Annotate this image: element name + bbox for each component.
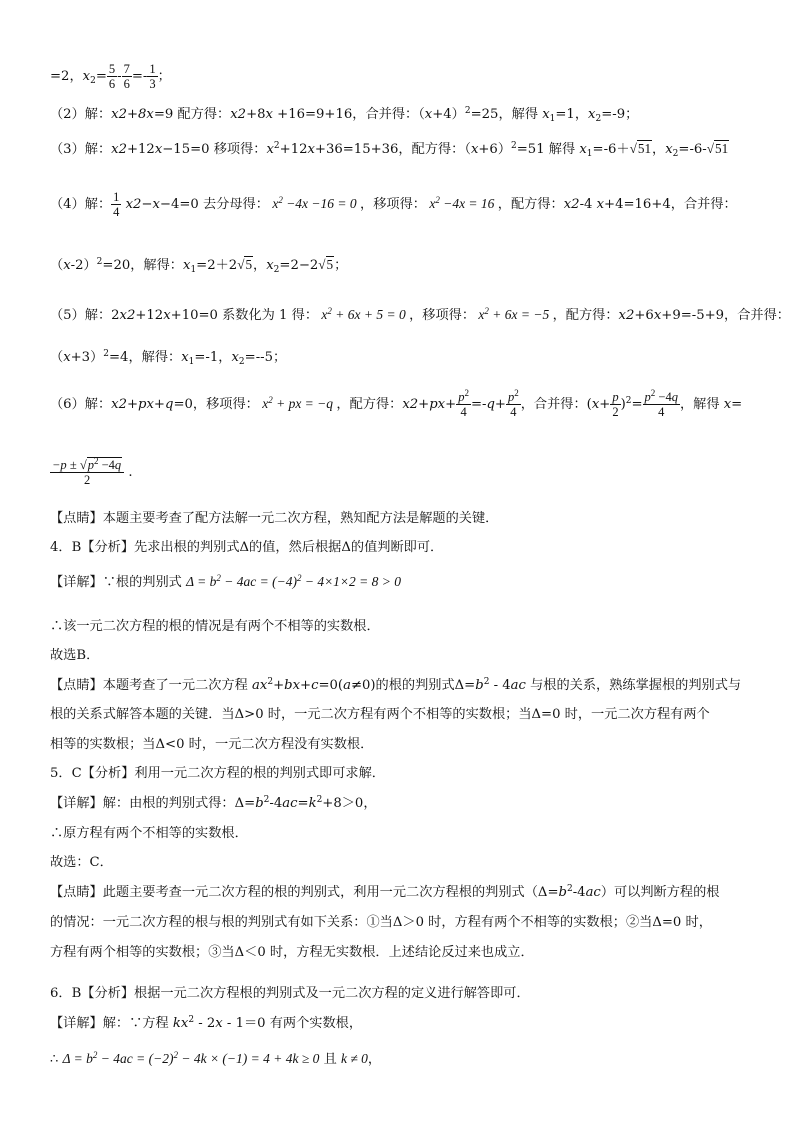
line-21: 故选：C． — [50, 855, 113, 870]
line-12: 【详解】∵根的判别式 $\Delta = b^2 - 4ac = (-4)^2 - 4\times 1\times 2 = 8 > 0$ — [50, 573, 402, 590]
line-17: 相等的实数根；当Δ<0 时，一元二次方程没有实数根． — [50, 737, 374, 752]
line-2: （2）解：x2+8x=9 配方得：x2+8x +16=9+16，合并得：$(x+4)^2=25$，解得 $x_1=1$，$x_2=-9$； — [50, 106, 639, 124]
line-7: $(x+3)^2=4$，解得：$x_1=-1$，$x_2=--5$； — [50, 349, 287, 367]
line-18: 5．C【分析】利用一元二次方程的根的判别式即可求解． — [50, 766, 385, 781]
line-15: 【点睛】本题考查了一元二次方程 $ax^2+bx+c=0(a\ne 0)$的根的判别式$\Delta=b^2 - 4ac$ 与根的关系，熟练掌握根的判别式与 — [50, 677, 742, 693]
line-8: （6）解：x2+px+q=0，移项得： $x^2$ + px = −q ，配方得：x2+px+ $\frac{p^2}{4}$ =-q+ $\frac{p^2}{4}$ ，合并得：(x+ $\frac{p}{2}$ )$^2$= $\frac{p^2 -4q}{4}$ ，解得 x= — [50, 388, 743, 419]
line-16: 根的关系式解答本题的关键．当Δ>0 时，一元二次方程有两个不相等的实数根；当Δ=0 时，一元二次方程有两个 — [50, 707, 710, 722]
line-26: 【详解】解：∵方程 $kx^2 - 2x - 1=0$ 有两个实数根， — [50, 1015, 363, 1031]
line-22: 【点睛】此题主要考查一元二次方程的根的判别式，利用一元二次方程根的判别式$(\Delta=b^2-4ac)$可以判断方程的根 — [50, 884, 720, 900]
line-14: 故选B． — [50, 648, 100, 663]
line-13: ∴该一元二次方程的根的情况是有两个不相等的实数根． — [50, 619, 380, 634]
line-23: 的情况：一元二次方程的根与根的判别式有如下关系：①当Δ＞0 时，方程有两个不相等的实数根；②当Δ=0 时， — [50, 915, 712, 930]
line-25: 6．B【分析】根据一元二次方程根的判别式及一元二次方程的定义进行解答即可． — [50, 986, 530, 1001]
line-5: $(x-2)^2=20$，解得：$x_1=2+2√5$，$x_2=2-2√5$； — [50, 257, 348, 275]
line-11: 4．B【分析】先求出根的判别式Δ的值，然后根据Δ的值判断即可． — [50, 540, 444, 555]
line-20: ∴原方程有两个不相等的实数根． — [50, 826, 248, 841]
line-27: ∴ $\Delta = b^2 - 4ac = (-2)^2 - 4k \times (-1) = 4 + 4k \ge 0$ 且 k ≠ 0， — [50, 1050, 382, 1067]
line-1: =2，$x_2=$ $\frac{5}{6}$ - $\frac{7}{6}$ =- $\frac{1}{3}$ ； — [50, 62, 171, 91]
line-3: （3）解：x2+12x−15=0 移项得：$x^2+12x+36=15+36$，配方得：$(x+6)^2=51$ 解得 $x_1=-6+√51$，$x_2=-6-√51$ — [50, 141, 729, 159]
line-19: 【详解】解：由根的判别式得：$\Delta=b^2-4ac=k^2+8>0$， — [50, 795, 377, 811]
line-4: （4）解： $\frac{1}{4}$ x2−x−4=0 去分母得： $x^2 -4x -16 = 0$ ，移项得： $x^2 -4x = 16$ ，配方得：x2-4 x+4=16+4，合并得： — [50, 190, 737, 219]
line-6: （5）解：2x2+12x+10=0 系数化为 1 得： $x^2 + 6x + 5 = 0$ ，移项得： $x^2 + 6x = -5$ ，配方得：x2+6x+9=-5+9，合并得： — [50, 306, 790, 323]
line-24: 方程有两个相等的实数根；③当Δ＜0 时，方程无实数根．上述结论反过来也成立． — [50, 945, 534, 960]
line-9: $\frac{-p \pm √p^2 -4q}{2}$ . — [52, 456, 133, 487]
line-10: 【点睛】本题主要考查了配方法解一元二次方程，熟知配方法是解题的关键． — [50, 511, 499, 526]
